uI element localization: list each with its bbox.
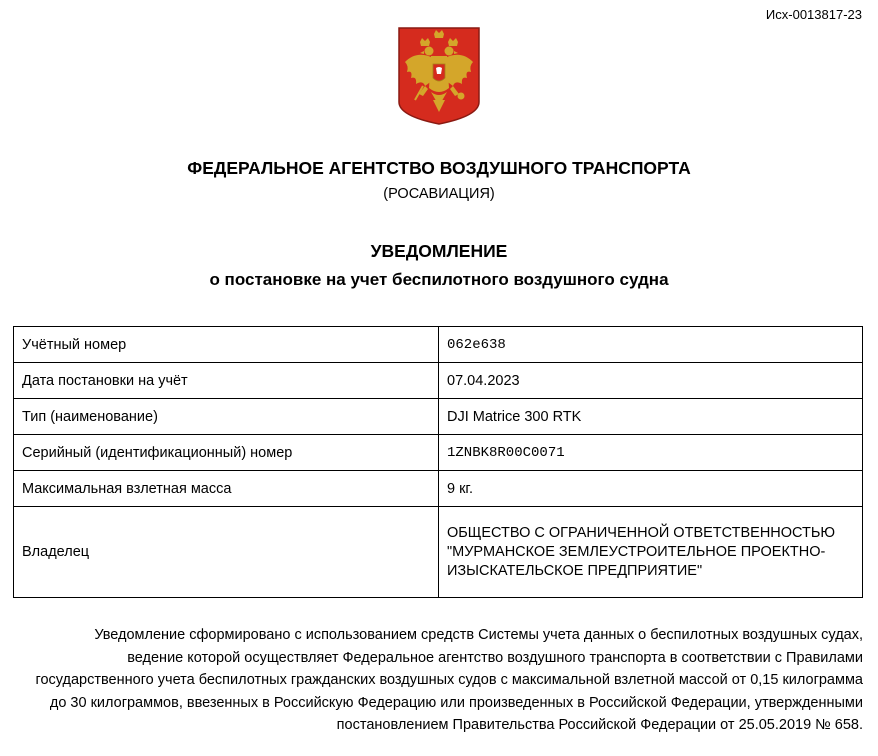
table-row bbox=[14, 327, 863, 363]
row-value-max-takeoff-mass: 9 кг. bbox=[439, 471, 863, 507]
row-label-registration-date: Дата постановки на учёт bbox=[14, 363, 439, 399]
table-row bbox=[14, 435, 863, 471]
row-label-type: Тип (наименование) bbox=[14, 399, 439, 435]
registration-info-table bbox=[13, 326, 863, 598]
row-value-registration-date: 07.04.2023 bbox=[439, 363, 863, 399]
notice-title: УВЕДОМЛЕНИЕ bbox=[370, 241, 508, 261]
document-number: Исх-0013817-23 bbox=[765, 7, 862, 22]
notice-subtitle: о постановке на учет беспилотного воздушного судна bbox=[209, 270, 669, 289]
table-row bbox=[14, 363, 863, 399]
row-value-serial-number: 1ZNBK8R00C0071 bbox=[439, 435, 863, 471]
row-label-account-number: Учётный номер bbox=[14, 327, 439, 363]
row-value-type: DJI Matrice 300 RTK bbox=[439, 399, 863, 435]
row-label-serial-number: Серийный (идентификационный) номер bbox=[14, 435, 439, 471]
agency-name: ФЕДЕРАЛЬНОЕ АГЕНТСТВО ВОЗДУШНОГО ТРАНСПОРТА bbox=[187, 158, 691, 178]
agency-abbreviation: (РОСАВИАЦИЯ) bbox=[383, 186, 495, 202]
table-row bbox=[14, 507, 863, 598]
row-value-account-number: 062e638 bbox=[439, 327, 863, 363]
coat-of-arms-icon bbox=[395, 24, 483, 128]
row-label-owner: Владелец bbox=[14, 507, 439, 598]
footer-statement: Уведомление сформировано с использованием средств Системы учета данных о беспилотных воздушных судах, ведение которой осуществляет Федеральное агентство воздушного транспорта в соответствии с Правилами государственного учета беспилотных гражданских воздушных судов с максимальной взлетной массой от 0,15 килограмма до 30 килограммов, ввезенных в Российскую Федерацию или произведенных в Российской Федерации, утвержденными постановлением Правительства Российской Федерации от 25.05.2019 № 658. bbox=[35, 627, 863, 733]
table-row bbox=[14, 399, 863, 435]
row-label-max-takeoff-mass: Максимальная взлетная масса bbox=[14, 471, 439, 507]
row-value-owner: ОБЩЕСТВО С ОГРАНИЧЕННОЙ ОТВЕТСТВЕННОСТЬЮ "МУРМАНСКОЕ ЗЕМЛЕУСТРОИТЕЛЬНОЕ ПРОЕКТНО-ИЗЫСКАТЕЛЬСКОЕ ПРЕДПРИЯТИЕ" bbox=[439, 507, 863, 598]
table-row bbox=[14, 471, 863, 507]
